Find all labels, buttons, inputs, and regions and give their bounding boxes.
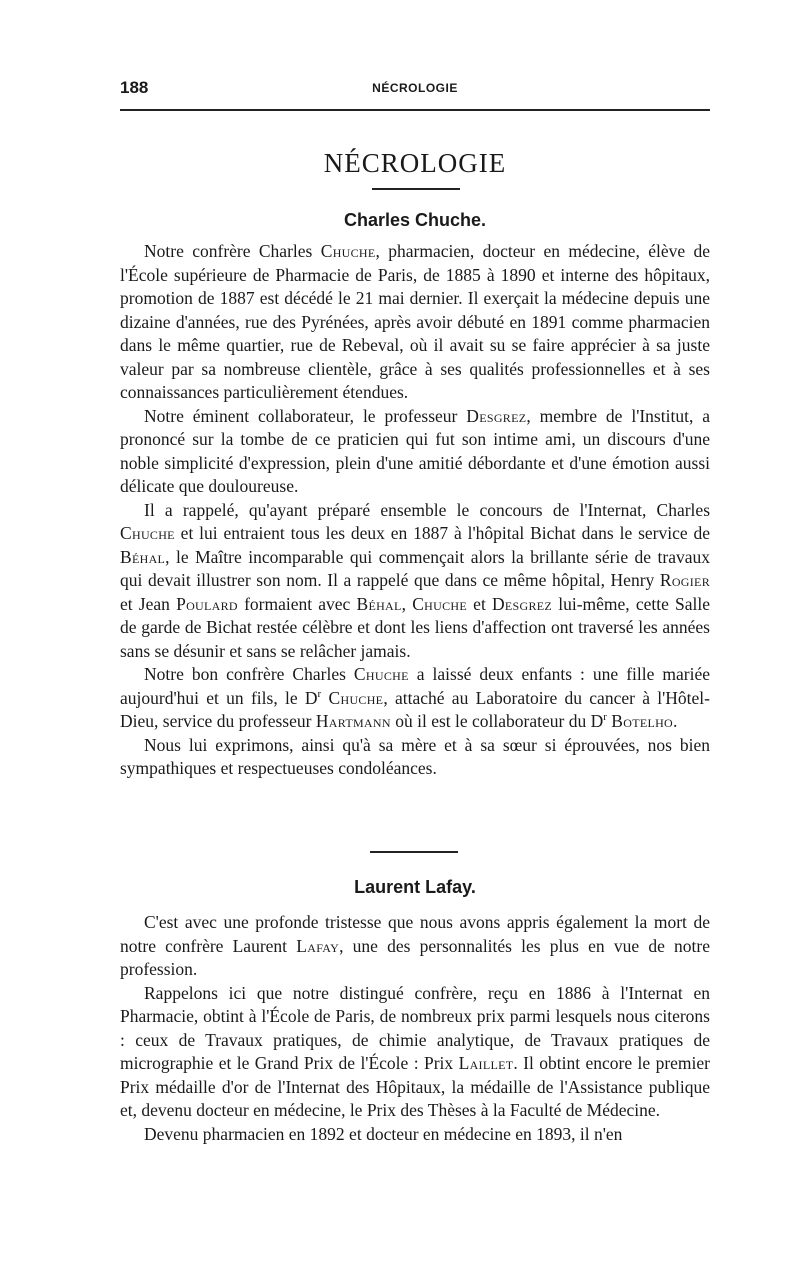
- paragraph: [120, 240, 710, 405]
- running-title: NÉCROLOGIE: [372, 81, 458, 95]
- name-smallcaps: Laillet: [458, 1053, 514, 1073]
- text-run: Notre confrère Charles: [144, 241, 321, 261]
- paragraph: [120, 911, 710, 982]
- name-smallcaps: Chuche: [120, 523, 175, 543]
- name-smallcaps: Desgrez: [466, 405, 527, 426]
- text-run: [321, 688, 328, 708]
- article-body-lafay: [120, 911, 710, 1146]
- paragraph: [120, 982, 710, 1123]
- text-run: . Il obtint encore le premier Prix médaille d'or de l'Internat des Hôpitaux, la médaille de l'Assistance publique et, devenu docteur en médecine, le Prix des Thèses à la Faculté de Médecine.: [120, 1053, 710, 1120]
- name-smallcaps: Chuche: [353, 664, 409, 684]
- section-divider: [370, 851, 458, 853]
- text-run: Notre éminent collaborateur, le professeur: [144, 405, 467, 426]
- text-run: où il est le collaborateur du D: [390, 711, 604, 731]
- paragraph: [120, 1123, 710, 1147]
- name-smallcaps: Chuche: [328, 687, 384, 708]
- name-smallcaps: Rogier: [659, 570, 710, 590]
- text-run: .: [673, 711, 678, 731]
- superscript: r: [317, 687, 322, 700]
- title-rule: [372, 188, 460, 190]
- paragraph: [120, 663, 710, 734]
- article-body-chuche: [120, 240, 710, 781]
- text-run: formaient avec: [237, 593, 357, 614]
- text-run: a laissé deux enfants : une fille mariée aujourd'hui et un fils, le D: [120, 664, 710, 708]
- text-run: et lui entraient tous les deux en 1887 à l'hôpital Bichat dans le service de: [174, 523, 710, 543]
- text-run: ,: [401, 593, 413, 614]
- text-run: lui-même, cette Salle de garde de Bichat restée célèbre et dont les liens d'affection ont traversé les années sans se désunir et sans se relâcher jamais.: [120, 593, 711, 661]
- text-run: Nous lui exprimons, ainsi qu'à sa mère et à sa sœur si éprouvées, nos bien sympathiques et respectueuses condoléances.: [120, 734, 710, 778]
- text-run: et Jean: [120, 593, 177, 614]
- name-smallcaps: Poulard: [176, 593, 238, 614]
- text-run: Notre bon confrère Charles: [144, 664, 354, 684]
- text-run: , membre de l'Institut, a prononcé sur la tombe de ce praticien qui fut son intime ami, un discours d'une noble simplicité d'expression, plein d'une amitié débordante et d'une émotion aussi délicate que douloureuse.: [120, 405, 711, 496]
- name-smallcaps: Béhal: [120, 546, 166, 567]
- text-run: Il a rappelé, qu'ayant préparé ensemble le concours de l'Internat, Charles: [144, 499, 710, 520]
- name-smallcaps: Chuche: [320, 241, 376, 261]
- name-smallcaps: Hartmann: [315, 711, 391, 731]
- text-run: , une des personnalités les plus en vue de notre profession.: [120, 935, 710, 979]
- header-rule: [120, 109, 710, 111]
- paragraph: [120, 405, 710, 499]
- section-title: NÉCROLOGIE: [323, 148, 507, 178]
- name-smallcaps: Desgrez: [491, 593, 553, 614]
- text-run: , pharmacien, docteur en médecine, élève de l'École supérieure de Pharmacie de Paris, de 1885 à 1890 et interne des hôpitaux, promotion de 1887 est décédé le 21 mai dernier. Il exerçait la médecine depuis une dizaine d'années, rue des Pyrénées, après avoir débuté en 1891 comme pharmacien dans le même quartier, rue de Rebeval, où il avait su se faire apprécier à sa juste valeur par sa nombreuse clientèle, grâce à ses qualités professionnelles et à ses connaissances particulièrement étendues.: [120, 241, 710, 402]
- paragraph: [120, 734, 710, 781]
- name-smallcaps: Botelho: [611, 711, 674, 731]
- running-head: [120, 78, 710, 100]
- page-number: 188: [120, 78, 149, 97]
- text-run: , le Maître incomparable qui commençait alors la brillante série de travaux qui devait illustrer son nom. Il a rappelé que dans ce même hôpital, Henry: [120, 546, 710, 590]
- article-heading-chuche: Charles Chuche.: [343, 210, 487, 230]
- article-heading-lafay: Laurent Lafay.: [354, 877, 476, 897]
- text-run: Devenu pharmacien en 1892 et docteur en médecine en 1893, il n'en: [144, 1123, 623, 1144]
- name-smallcaps: Béhal: [356, 593, 402, 614]
- text-run: , attaché au Laboratoire du cancer à l'Hôtel-Dieu, service du professeur: [120, 687, 710, 731]
- text-run: Rappelons ici que notre distingué confrère, reçu en 1886 à l'Internat en Pharmacie, obtint à l'École de Paris, de nombreux prix parmi lesquels nous citerons : ceux de Travaux pratiques, de chimie analytique, de Travaux pratiques de micrographie et le Grand Prix de l'École : Prix: [120, 982, 710, 1073]
- text-run: et: [467, 593, 492, 614]
- superscript: r: [603, 711, 607, 724]
- name-smallcaps: Chuche: [412, 593, 468, 614]
- paragraph: [120, 499, 710, 664]
- text-run: C'est avec une profonde tristesse que nous avons appris également la mort de notre confrère Laurent: [120, 912, 710, 956]
- name-smallcaps: Lafay: [296, 935, 340, 956]
